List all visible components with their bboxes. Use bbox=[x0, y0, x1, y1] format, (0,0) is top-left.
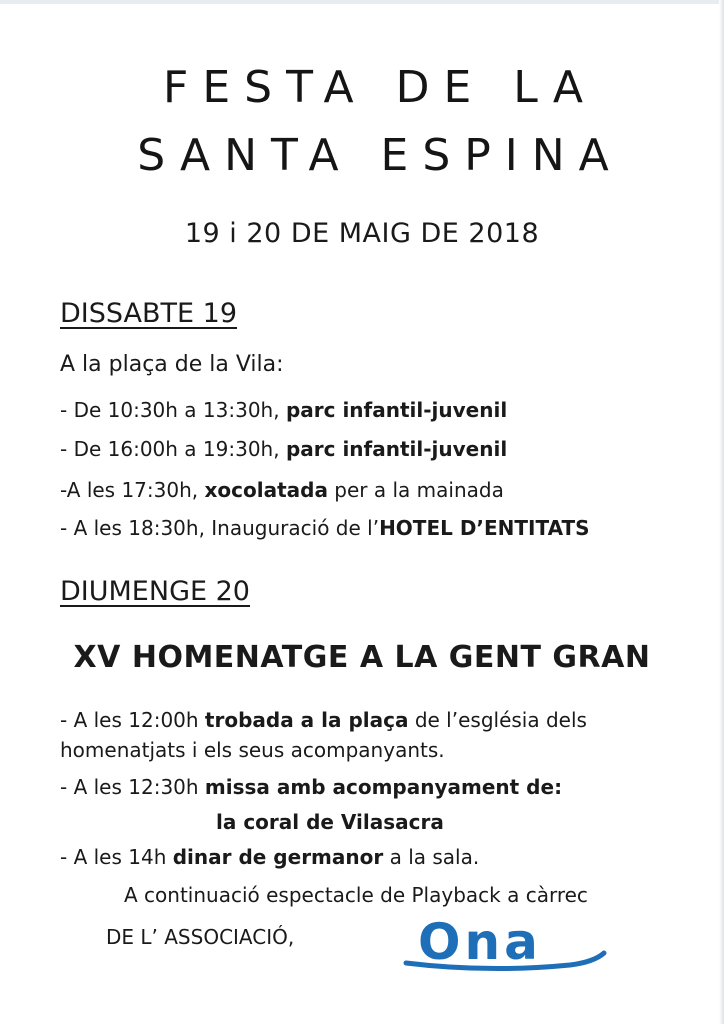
sunday-item bbox=[60, 708, 587, 732]
item-prefix: - A les 12:30h bbox=[60, 775, 205, 799]
item-highlight: la coral de Vilasacra bbox=[216, 810, 444, 834]
sunday-item bbox=[60, 845, 479, 869]
item-prefix: -A les 17:30h, bbox=[60, 478, 205, 502]
saturday-item bbox=[60, 516, 590, 540]
item-prefix: - De 10:30h a 13:30h, bbox=[60, 398, 286, 422]
closing-line-2: DE L’ ASSOCIACIÓ, bbox=[106, 925, 295, 949]
item-prefix: - De 16:00h a 19:30h, bbox=[60, 437, 286, 461]
item-prefix: - A les 14h bbox=[60, 845, 173, 869]
item-highlight: HOTEL D’ENTITATS bbox=[379, 516, 590, 540]
logo-text: Ona bbox=[418, 915, 542, 971]
saturday-item bbox=[60, 437, 507, 461]
title-line-2: SANTA ESPINA bbox=[137, 130, 623, 181]
sunday-item bbox=[216, 810, 444, 834]
item-highlight: xocolatada bbox=[204, 478, 328, 502]
item-suffix: a la sala. bbox=[383, 845, 480, 869]
event-date: 19 i 20 DE MAIG DE 2018 bbox=[184, 218, 540, 249]
item-prefix: - A les 12:00h bbox=[60, 708, 205, 732]
sunday-heading: DIUMENGE 20 bbox=[60, 576, 250, 607]
ona-logo-icon bbox=[398, 915, 608, 975]
saturday-item bbox=[60, 478, 504, 502]
scan-edge-top bbox=[0, 0, 724, 4]
item-highlight: missa amb acompanyament de: bbox=[204, 775, 563, 799]
item-highlight: parc infantil-juvenil bbox=[285, 437, 508, 461]
item-prefix: - A les 18:30h, Inauguració de l’ bbox=[60, 516, 380, 540]
sunday-item bbox=[60, 775, 562, 799]
homenatge-title: XV HOMENATGE A LA GENT GRAN bbox=[73, 640, 651, 675]
item-highlight: dinar de germanor bbox=[172, 845, 384, 869]
item-highlight: trobada a la plaça bbox=[204, 708, 409, 732]
item-suffix: per a la mainada bbox=[327, 478, 504, 502]
saturday-intro: A la plaça de la Vila: bbox=[60, 352, 284, 377]
title-line-1: FESTA DE LA bbox=[163, 62, 597, 113]
saturday-item bbox=[60, 398, 507, 422]
closing-line-1: A continuació espectacle de Playback a càrrec bbox=[124, 883, 588, 907]
saturday-heading: DISSABTE 19 bbox=[60, 298, 238, 329]
item-highlight: parc infantil-juvenil bbox=[285, 398, 508, 422]
item-suffix: de l’església dels bbox=[408, 708, 587, 732]
item-prefix: homenatjats i els seus acompanyants. bbox=[60, 738, 445, 762]
sunday-item bbox=[60, 738, 445, 762]
